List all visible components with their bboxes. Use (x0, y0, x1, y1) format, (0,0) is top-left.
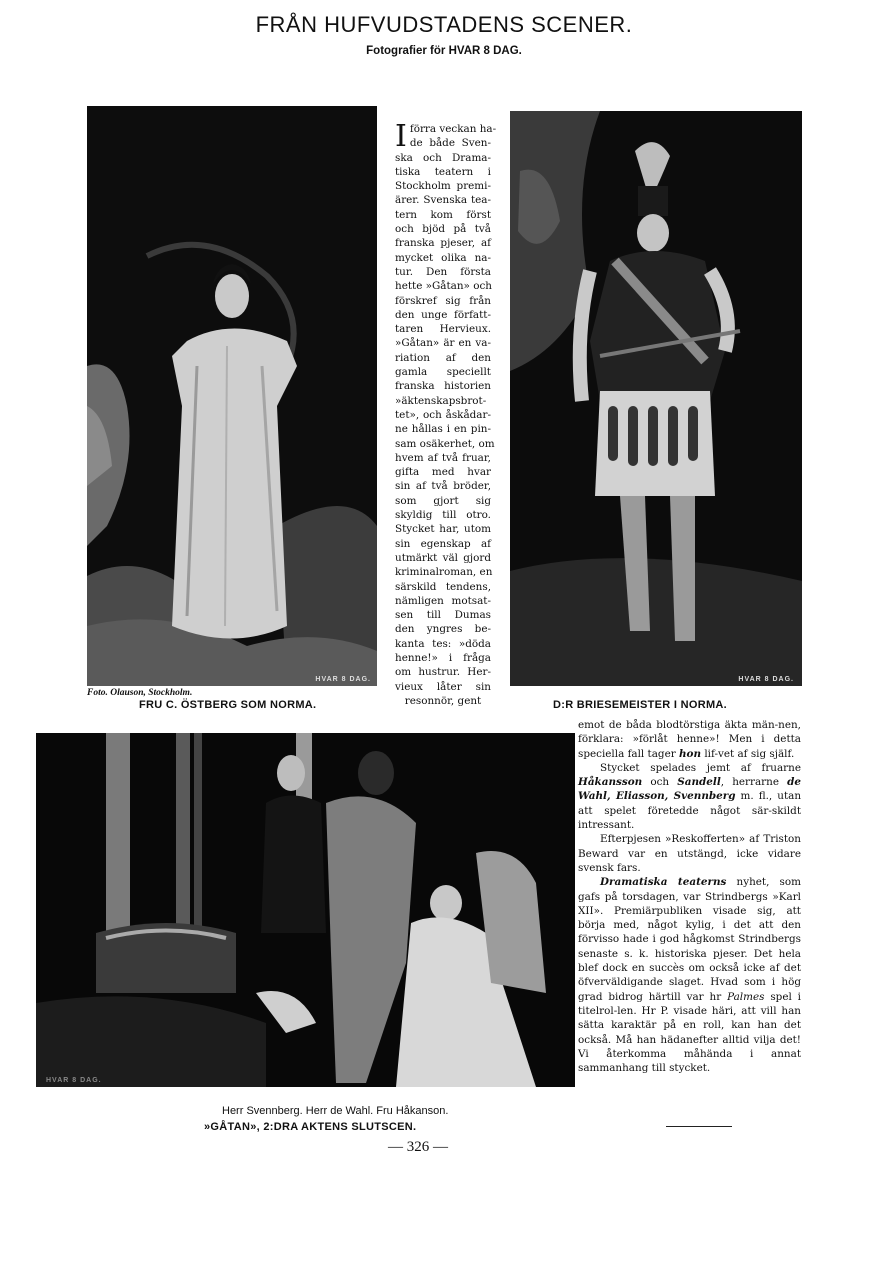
emphasis-text: Håkansson (578, 776, 643, 789)
emphasis-text: Dramatiska teaterns (600, 876, 727, 889)
text: nyhet, som gafs på torsdagen, var Strindbergs »Karl XII». Premiärpubliken visade sig, att börja med, något kylig, i det att den förvisso hade i god hågkomst Strindbergs senaste s. k. historiska pjeser. Det hela blef dock en succès om också icke af det öfverväldigande slaget. Hvad som i hög grad bidrog härtill var hr (578, 876, 801, 1003)
text-line: ne hållas i en pin- (395, 423, 491, 436)
text-line: hvem af två fruar, (395, 451, 491, 464)
text-line: ärer. Svenska tea- (395, 194, 491, 207)
text-line: nämligen motsat- (395, 594, 491, 607)
text-line: särskild tendens, (395, 580, 491, 593)
text: m. fl., utan att spelet företedde något sär-skildt intressant. (578, 790, 802, 832)
text-line: utmärkt väl gjord (395, 551, 491, 564)
text-line: taren Hervieux. (395, 323, 491, 336)
text-line: den yngres be- (395, 623, 491, 636)
text-line: mycket olika na- (395, 251, 491, 264)
photo-names-gatan: Herr Svennberg. Herr de Wahl. Fru Håkanson. (222, 1105, 449, 1117)
text-line: sam osäkerhet, om (395, 437, 495, 450)
text-line: skyldig till otro. (395, 509, 491, 522)
photo-illustration (87, 106, 377, 686)
text-line: franska historien (395, 380, 491, 393)
text-line: sin af två bröder, (395, 480, 491, 493)
photo-briesemeister-norma (510, 111, 802, 686)
emphasis-text: Sandell (677, 776, 721, 789)
paragraph (578, 718, 801, 761)
paragraph (578, 832, 801, 875)
watermark: HVAR 8 DAG. (46, 1077, 102, 1084)
text-line: tet», och åskådar- (395, 408, 491, 421)
watermark: HVAR 8 DAG. (315, 676, 371, 683)
text-line: kriminalroman, en (395, 566, 493, 579)
photo-caption-ostberg: FRU C. ÖSTBERG SOM NORMA. (139, 699, 317, 711)
text-line: sen till Dumas (395, 609, 491, 622)
end-rule (666, 1126, 732, 1127)
text-line: gifta med hvar (395, 466, 491, 479)
article-column-1 (395, 119, 497, 708)
text-line: sin egenskap af (395, 537, 491, 550)
text-line: riation af den (395, 351, 491, 364)
text-line: henne!» i fråga (395, 651, 491, 664)
text-line: franska pjeser, af (395, 237, 491, 250)
emphasis-text: hon (679, 747, 702, 760)
photo-illustration (36, 733, 575, 1087)
text-line: Stockholm premi- (395, 180, 491, 193)
watermark: HVAR 8 DAG. (738, 676, 794, 683)
text-line: förskref sig från (395, 294, 491, 307)
photo-caption-gatan: »GÅTAN», 2:DRA AKTENS SLUTSCEN. (204, 1121, 417, 1133)
photo-ostberg-norma (87, 106, 377, 686)
photo-illustration (510, 111, 802, 686)
text-line: »äktenskapsbrot- (395, 394, 487, 407)
article-text-col1 (395, 119, 497, 708)
text: lif-vet af sig själf. (701, 747, 795, 760)
text-line: Stycket har, utom (395, 523, 491, 536)
photo-caption-briesemeister: D:R BRIESEMEISTER I NORMA. (553, 699, 728, 711)
text-line: tern kom först (395, 208, 491, 221)
text-line: kanta tes: »döda (395, 637, 491, 650)
text: Stycket spelades jemt af fruarne (600, 761, 801, 774)
text-line: och bjöd på två (395, 223, 491, 236)
text-line: resonnör, gent (404, 694, 482, 707)
text: , herrarne (720, 776, 788, 789)
page-number: — 326 — (388, 1139, 448, 1155)
text-line: förra veckan ha- (409, 123, 497, 135)
photo-gatan-scene (36, 733, 575, 1087)
page-subtitle: Fotografier för HVAR 8 DAG. (366, 45, 522, 57)
text-line: ska och Drama- (395, 151, 491, 164)
text-line: de både Sven- (409, 137, 491, 150)
text-line: gamla speciellt (395, 366, 491, 379)
text-line: hette »Gåtan» och (395, 280, 492, 293)
text-line: den unge författ- (395, 308, 491, 321)
text-line: som gjort sig (395, 494, 491, 507)
text-line: vieux låter sin (395, 680, 491, 693)
text-line: om hustrur. Her- (395, 666, 491, 679)
text: spel i titelrol-len. Hr P. visade häri, att vill han sätta karaktär på en roll, kan han det också. Må han hädanefter alltid vilja det! Vi återkomma måhända i annat sammanhang till stycket. (578, 990, 801, 1075)
page-title: FRÅN HUFVUDSTADENS SCENER. (255, 12, 633, 37)
text-line: tiska teatern i (395, 165, 491, 178)
paragraph (578, 761, 801, 832)
text: emot de båda blodtörstiga äkta män-nen, förklara: »förlåt henne»! Men i detta speciella fall tager (578, 719, 801, 760)
emphasis-text: de Wahl, Eliasson, Svennberg (578, 776, 801, 803)
text-line: »Gåtan» är en va- (395, 337, 491, 350)
text: och (642, 776, 678, 789)
text-line: tur. Den första (395, 265, 491, 278)
drop-cap: I (395, 119, 407, 154)
paragraph (578, 875, 801, 1075)
article-column-2 (578, 718, 801, 1075)
text: Efterpjesen »Reskofferten» af Triston Beward var en utstängd, icke vidare svensk fars. (578, 833, 801, 874)
emphasis-text: Palmes (727, 990, 765, 1003)
photo-credit: Foto. Olauson, Stockholm. (87, 688, 193, 698)
